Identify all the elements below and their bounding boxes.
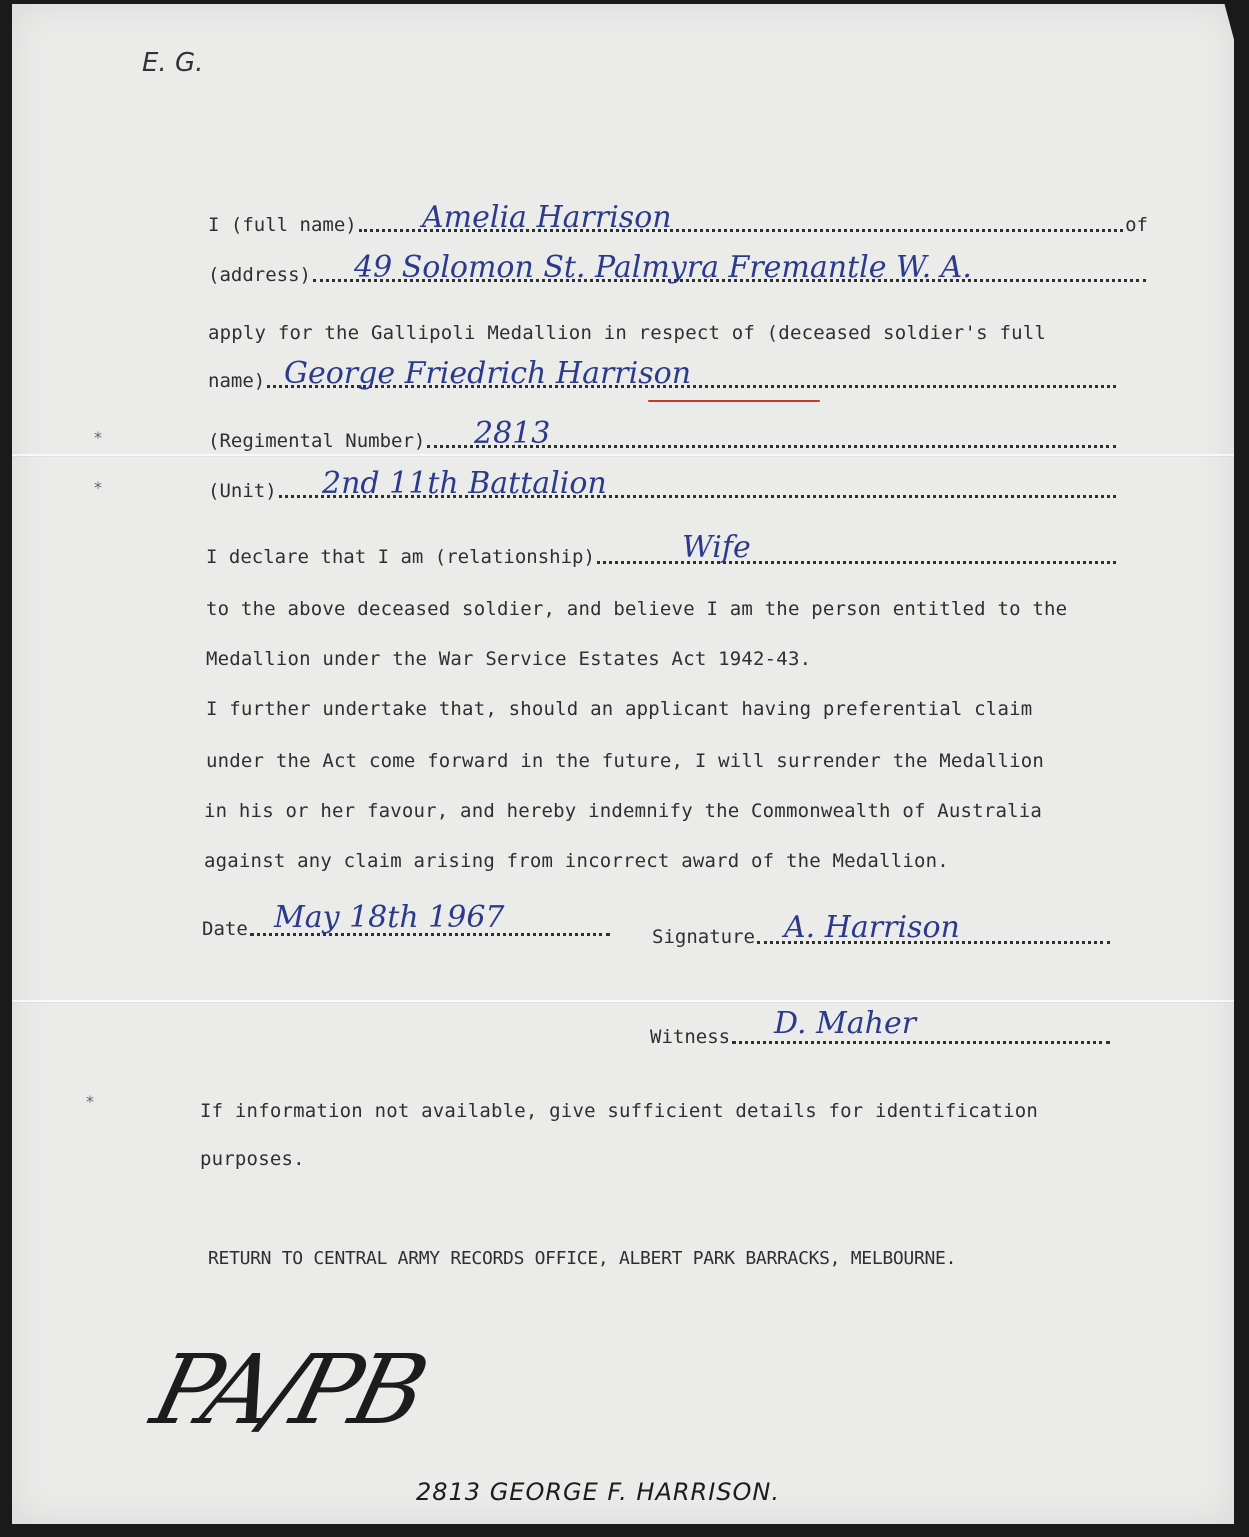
date-value: May 18th 1967: [274, 900, 505, 935]
address-label: (address): [208, 264, 311, 286]
file-note: 2813 GEORGE F. HARRISON.: [416, 1478, 780, 1506]
signature-value: A. Harrison: [784, 910, 960, 945]
apply-text: apply for the Gallipoli Medallion in respect of (deceased soldier's full: [208, 322, 1047, 344]
asterisk-regimental: *: [94, 428, 102, 447]
unit-value: 2nd 11th Battalion: [322, 466, 607, 501]
relationship-value: Wife: [682, 530, 751, 565]
fold-line: [12, 1000, 1234, 1002]
relationship-row: [206, 546, 1118, 568]
declare-line-2: to the above deceased soldier, and believe I am the person entitled to the: [206, 598, 1068, 620]
undertake-line-1: I further undertake that, should an applicant having preferential claim: [206, 698, 1033, 720]
info-line-1: If information not available, give sufficient details for identification: [200, 1100, 1039, 1122]
corner-mark: E. G.: [142, 48, 204, 78]
date-label: Date: [202, 918, 248, 940]
full-name-value: Amelia Harrison: [422, 200, 672, 235]
undertake-line-2: under the Act come forward in the future, I will surrender the Medallion: [206, 750, 1045, 772]
undertake-line-3: in his or her favour, and hereby indemnify the Commonwealth of Australia: [204, 800, 1043, 822]
full-name-row: [208, 214, 1148, 236]
torn-corner: [1200, 2, 1240, 62]
of-label: of: [1125, 214, 1148, 236]
undertake-line-4: against any claim arising from incorrect award of the Medallion.: [204, 850, 949, 872]
regimental-value: 2813: [474, 416, 551, 451]
fold-line: [12, 454, 1234, 456]
return-instruction: RETURN TO CENTRAL ARMY RECORDS OFFICE, ALBERT PARK BARRACKS, MELBOURNE.: [208, 1248, 957, 1269]
info-line-2: purposes.: [200, 1148, 305, 1170]
soldier-name-value: George Friedrich Harrison: [284, 356, 692, 391]
asterisk-unit: *: [94, 478, 102, 497]
asterisk-info: *: [86, 1092, 94, 1111]
dotted-line: [732, 1041, 1110, 1044]
red-underline: [648, 400, 820, 402]
initials-mark: PA/PB: [142, 1334, 433, 1446]
dotted-line: [597, 561, 1116, 564]
witness-value: D. Maher: [774, 1006, 917, 1041]
form-page: [12, 4, 1234, 1524]
address-value: 49 Solomon St. Palmyra Fremantle W. A.: [354, 250, 972, 285]
witness-label: Witness: [650, 1026, 731, 1048]
name-label: name): [208, 370, 266, 392]
regimental-label: (Regimental Number): [208, 430, 426, 452]
declare-line-3: Medallion under the War Service Estates Act 1942-43.: [206, 648, 812, 670]
declare-label: I declare that I am (relationship): [206, 546, 595, 568]
unit-label: (Unit): [208, 480, 277, 502]
full-name-label: I (full name): [208, 214, 357, 236]
regimental-row: [208, 430, 1118, 452]
signature-label: Signature: [652, 926, 755, 948]
